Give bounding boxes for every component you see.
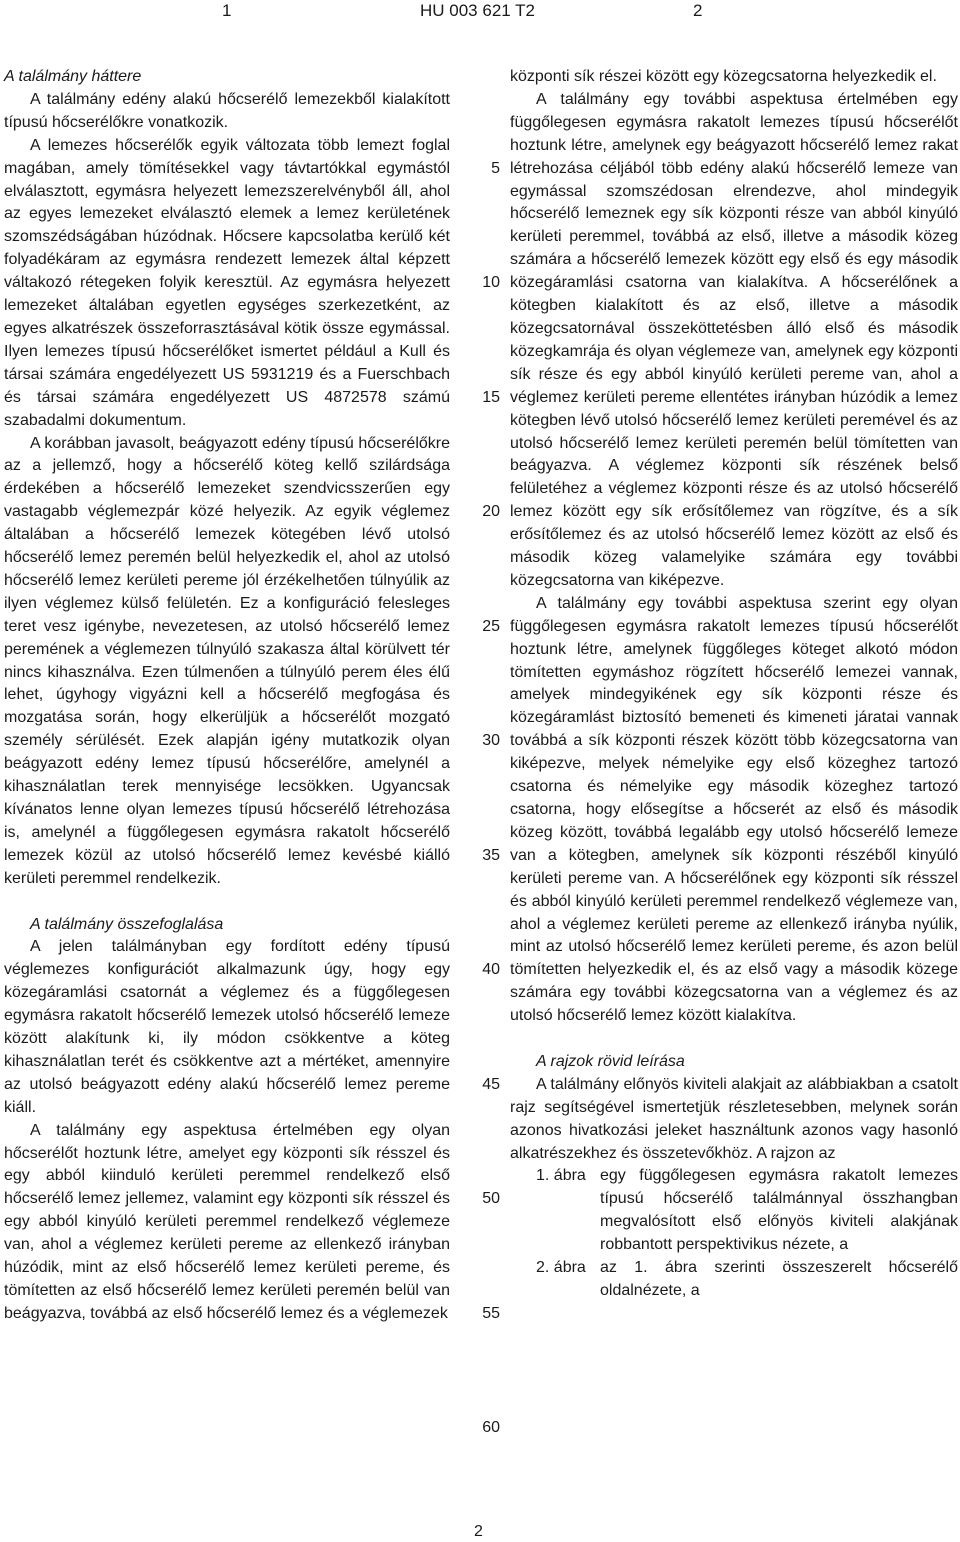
background-paragraph: A találmány edény alakú hőcserélő lemezekből kialakított típusú hőcserélőkre vonatkozik. [4,90,450,131]
aspect-paragraph: A találmány egy további aspektusa értelmében egy függőlegesen egymásra rakatolt lemezes típusú hőcserélőt hoztunk létre, amelynek egy beágyazott hőcserélő lemez rakat létrehozása céljából több edény alakú hőcserélő lemeze van egymással szomszédosan elrendezve, ahol mindegyik hőcserélő lemeznek egy sík központi része van abból kinyúló kerületi peremmel, továbbá az első, illetve a második közeg számára a hőcserélő lemezek között egy első és egy második közegáramlási csatorna van kialakítva. A hőcserélőnek a kötegben kialakított és az első, illetve a második közegcsatornával összeköttetésben álló első és második közegkamrája és olyan véglemeze van, amelynek egy központi sík része és egy abból kinyúló kerületi pereme van, ahol a véglemez kerületi pereme ellentétes irányban húzódik a lemez kötegben lévő utolsó hőcserélő lemez kerületi peremével és az utolsó hőcserélő lemez kerületi peremén belül tömítetten van beágyazva. A véglemez központi sík részének belső felületéhez a véglemez központi része és az utolsó hőcserélő lemez között egy sík erősítőlemez van rögzítve, és a sík erősítőlemez és az utolsó hőcserélő lemez között az első és második közeg valamelyike számára egy további közegcsatorna van kiképezve. [510,90,958,589]
figure-item [510,1257,958,1303]
figure-description: egy függőlegesen egymásra rakatolt lemezes típusú hőcserélő találmánnyal összhangban megvalósított első előnyös kiviteli alakjának robbantott perspektivikus nézete, a [600,1167,958,1254]
right-column [510,66,958,1303]
figure-item [510,1165,958,1257]
figure-description: az 1. ábra szerinti összeszerelt hőcserélő oldalnézete, a [600,1259,958,1300]
background-heading: A találmány háttere [4,68,142,85]
line-number: 25 [482,617,500,635]
document-id: HU 003 621 T2 [420,1,535,20]
right-page-number: 2 [693,1,703,20]
line-number: 15 [482,388,500,406]
background-paragraph: A korábban javasolt, beágyazott edény típusú hőcserélőkre az a jellemző, hogy a hőcserélő köteg kellő szilárdsága érdekében a hőcserélő lemezeket szendvicsszerűen egy vastagabb véglemezpár közé helyezik. Az egyik véglemez általában a hőcserélő lemezek kötegében lévő utolsó hőcserélő lemez peremén belül helyezkedik el, ahol az utolsó hőcserélő lemez kerületi pereme jól érzékelhetően túlnyúlik az ilyen véglemez külső felületén. Ez a konfiguráció felesleges teret vesz igénybe, nevezetesen, az utolsó hőcserélő lemez peremének a véglemezen túlnyúló szakasza által körülvett tér nincs kihasználva. Ezen túlmenően a túlnyúló perem éles élű lehet, úgyhogy vigyázni kell a hőcserélő megfogása és mozgatása során, hogy elkerüljük a hőcserélőt mozgató személy sérülését. Ezek alapján igény mutatkozik olyan beágyazott edény lemez típusú hőcserélőre, amelynél a kihasználatlan terek mennyisége lecsökken. Ugyancsak kívánatos lenne olyan lemezes típusú hőcserélő létrehozása is, amelynél a függőlegesen egymásra rakatolt hőcserélő lemezek közül az utolsó hőcserélő lemez kevésbé kiálló kerületi peremmel rendelkezik. [4,434,450,887]
drawings-heading: A rajzok rövid leírása [536,1052,685,1070]
aspect-paragraph: A találmány egy további aspektusa szerint egy olyan függőlegesen egymásra rakatolt lemezes típusú hőcserélőt hoztunk létre, amelynek függőleges köteget alkotó módon tömítetten egymáshoz rögzített hőcserélő lemezei vannak, amelyek mindegyikének egy sík központi része és közegáramlást biztosító bemeneti és kimeneti járatai vannak továbbá a sík központi részek között több közegcsatorna van kiképezve, melyek némelyike egy első közeghez tartozó csatorna és némelyike egy második közeghez tartozó csatorna, hogy elősegítse a hőcserét az első és második közeg között, továbbá legalább egy utolsó hőcserélő lemeze van a kötegben, amelynek sík központi részéből kinyúló kerületi pereme van. A hőcserélőnek egy központi sík résszel és abból kinyúló kerületi peremmel rendelkező véglemeze van, ahol a véglemez kerületi pereme az ellenkező irányba nyúlik, mint az utolsó hőcserélő lemez kerületi pereme, és azon belül tömítetten helyezkedik el, és az első vagy a második közege számára egy további közegcsatorna van a véglemez és az utolsó hőcserélő lemez között kialakítva. [510,594,958,1025]
figure-label: 2. ábra [536,1259,586,1277]
left-column [4,66,450,1326]
continuation-paragraph: központi sík részei között egy közegcsatorna helyezkedik el. [510,68,937,85]
summary-paragraph: A találmány egy aspektusa értelmében egy olyan hőcserélőt hoztunk létre, amelyet egy központi sík résszel és egy abból kiinduló kerületi peremmel rendelkező első hőcserélő lemez jellemez, valamint egy központi sík résszel és egy abból kinyúló kerületi peremmel rendelkező véglemeze van, ahol a véglemez kerületi pereme az ellenkező irányban húzódik, mint az első hőcserélő lemez kerületi pereme, és tömítetten az első hőcserélő lemez kerületi peremén belül van beágyazva, továbbá az első hőcserélő lemez és a véglemezek [4,1121,450,1322]
background-paragraph: A lemezes hőcserélők egyik változata több lemezt foglal magában, amely tömítésekkel vagy távtartókkal egymástól elválasztott, egymásra helyezett lemezszerelvényből áll, ahol az egyes lemezeket elválasztó elemek a lemez kerületének szomszédságában húzódnak. Hőcsere kapcsolatba kerülő két folyadékáram az egymásra rendezett lemezek által képzett váltakozó rétegeken folyik keresztül. Az egymásra helyezett lemezeket általában egyetlen egységes szerkezetként, az egyes alkatrészek összeforrasztásával kötik össze egymással. Ilyen lemezes típusú hőcserélőket ismertet például a Kull és társai számára engedélyezett US 5931219 és a Fuerschbach és társai számára engedélyezett US 4872578 számú szabadalmi dokumentum. [4,136,450,429]
line-number: 60 [482,1419,500,1437]
summary-paragraph: A jelen találmányban egy fordított edény típusú véglemezes konfigurációt alkalmazunk úgy, hogy egy közegáramlási csatornát a véglemez és a függőlegesen egymásra rakatolt hőcserélő lemezek utolsó hőcserélő lemeze között alakítunk ki, ily módon csökkentve a köteg kihasználatlan terét és csökkentve azt a mértéket, amennyire az utolsó beágyazott edény alakú hőcserélő lemez pereme kiáll. [4,938,450,1116]
figure-list [510,1165,958,1302]
left-page-number: 1 [222,1,232,20]
line-number: 55 [482,1304,500,1322]
figure-label: 1. ábra [536,1167,586,1185]
line-number: 45 [482,1075,500,1093]
drawings-intro: A találmány előnyös kiviteli alakjait az alábbiakban a csatolt rajz segítségével ismertetjük részletesebben, melynek során azonos hivatkozási jeleket használtunk azonos vagy hasonló alkatrészekhez és összetevőkhöz. A rajzon az [510,1075,958,1162]
summary-heading: A találmány összefoglalása [30,915,224,933]
line-number: 5 [491,159,500,177]
line-number: 10 [482,274,500,292]
footer-page-number: 2 [474,1523,483,1540]
line-number: 30 [482,732,500,750]
line-number: 35 [482,846,500,864]
line-number: 40 [482,961,500,979]
line-number: 20 [482,503,500,521]
line-number: 50 [482,1190,500,1208]
